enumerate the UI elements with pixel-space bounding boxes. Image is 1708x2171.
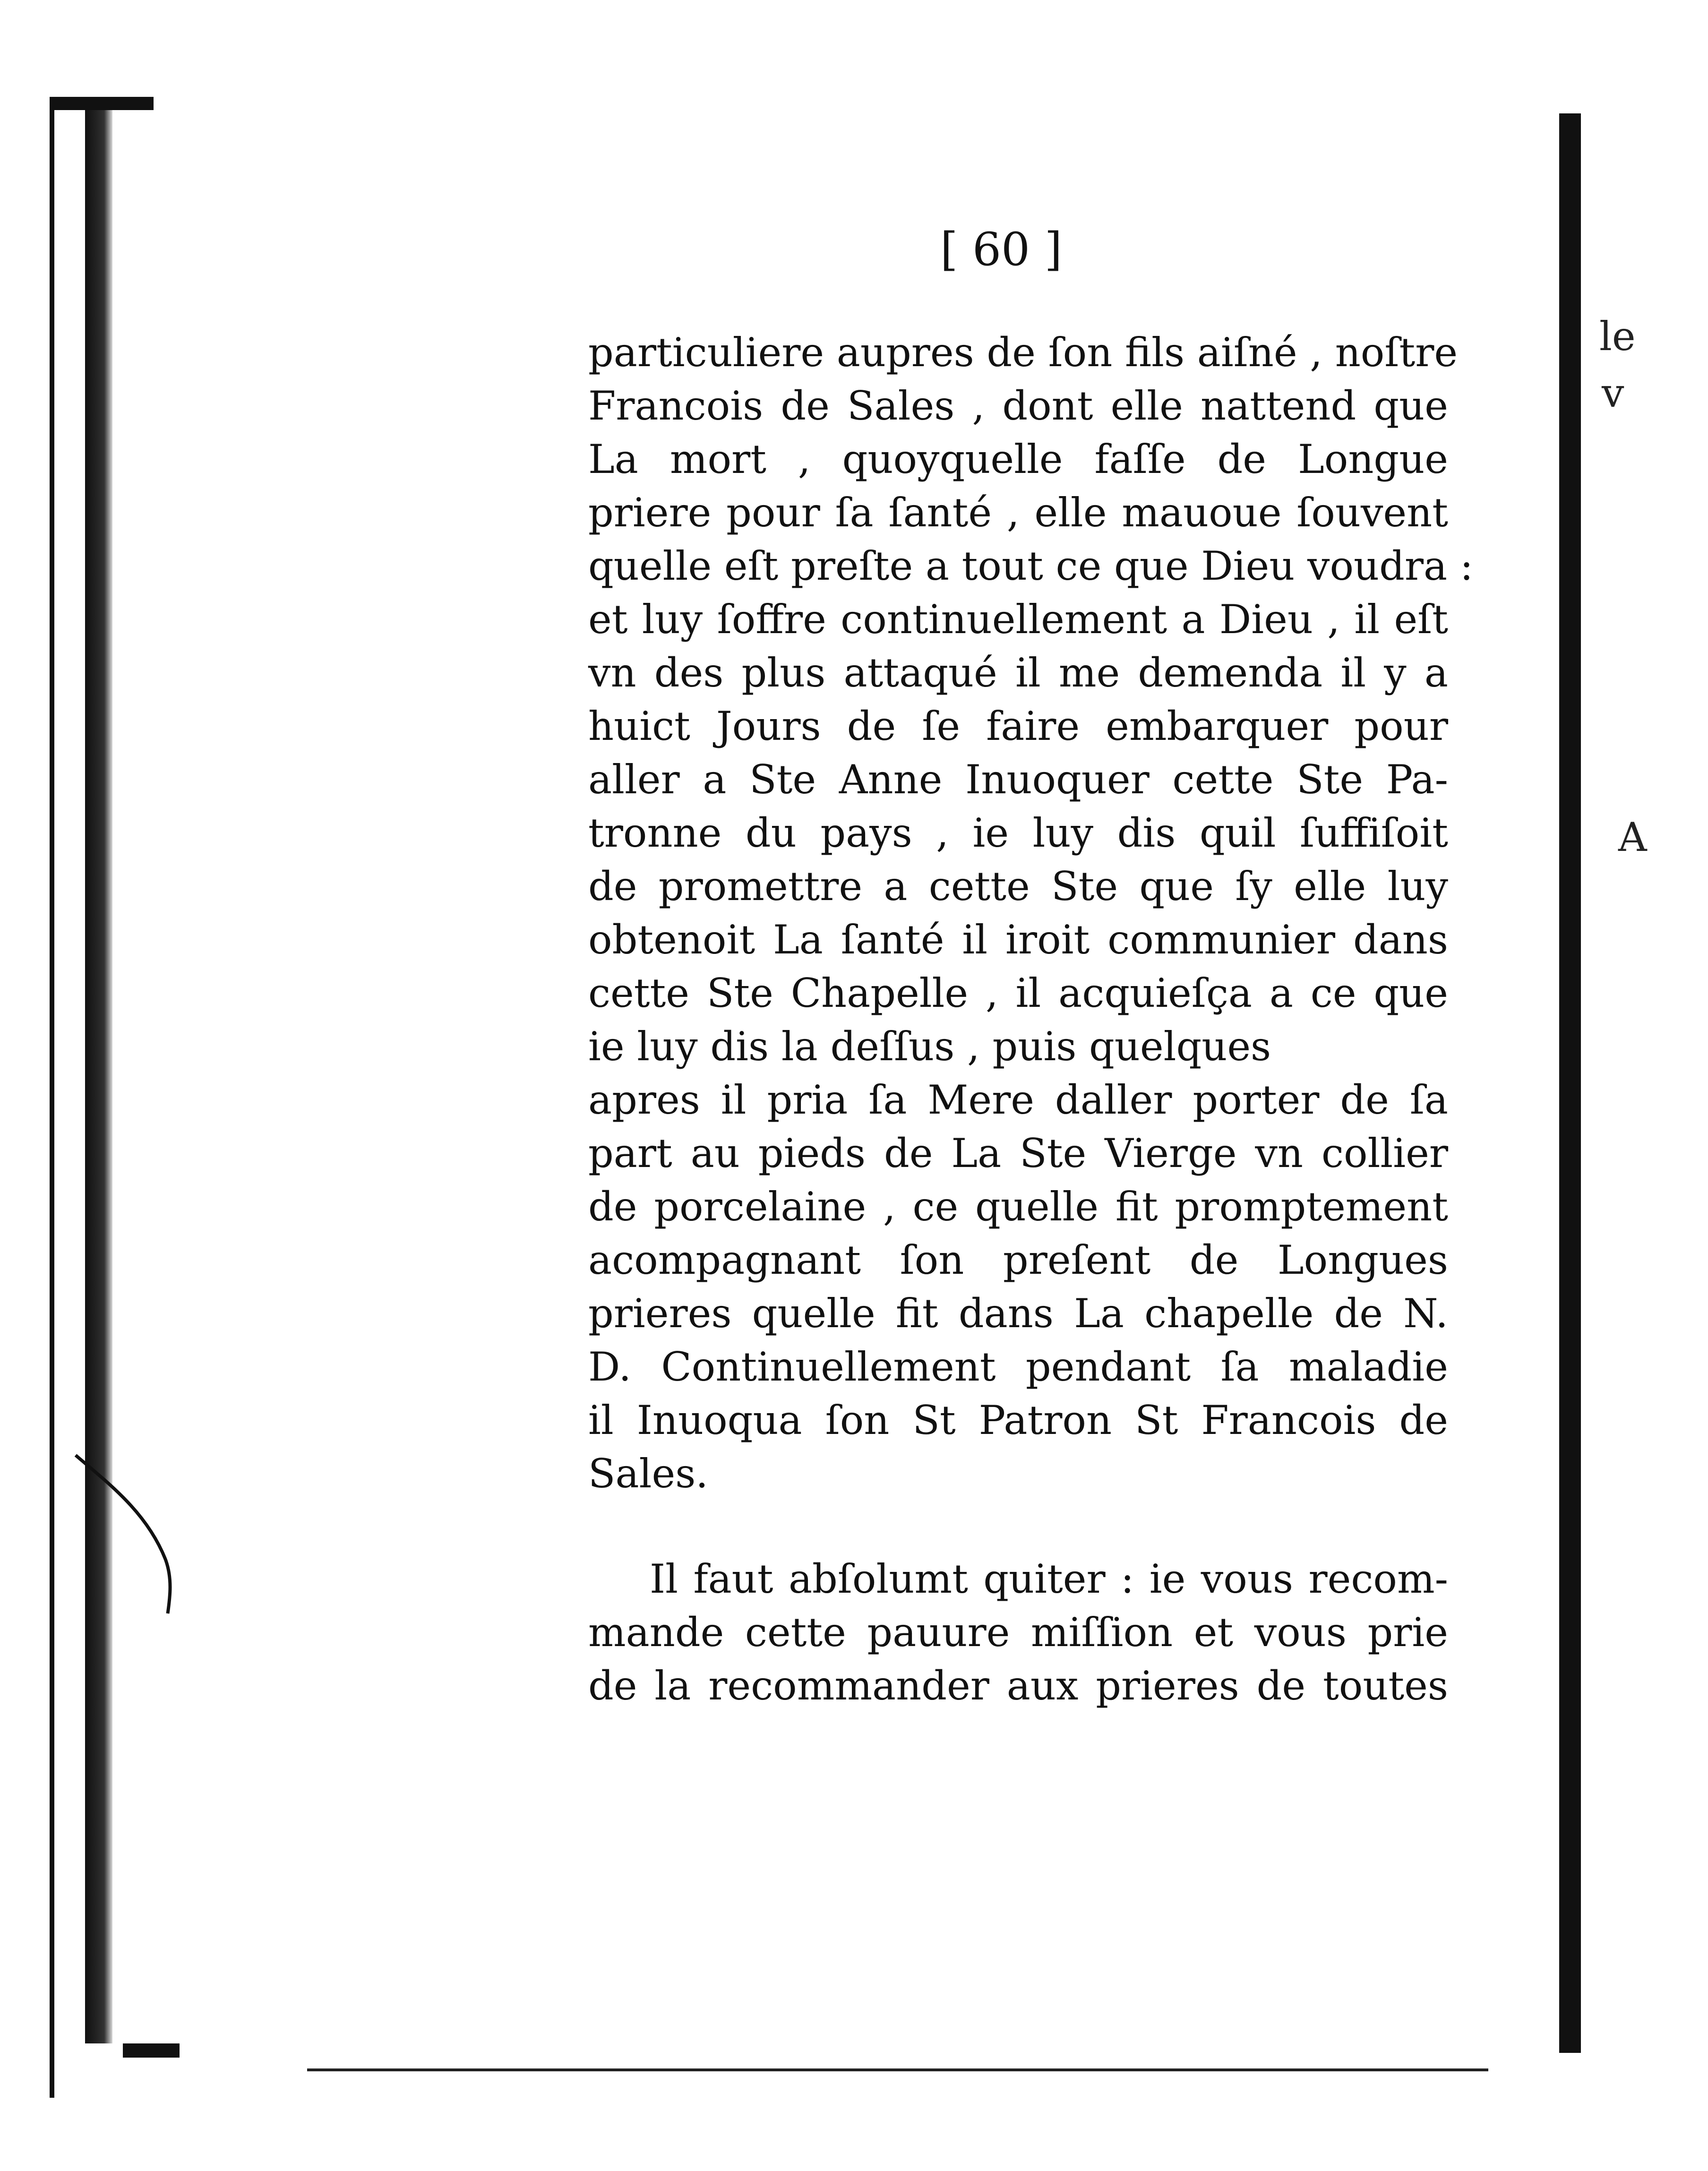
text-line: de porcelaine , ce quelle fit promptement	[588, 1184, 1448, 1230]
letter-body	[588, 326, 1474, 1713]
scan-bottom-smudge	[123, 2043, 180, 2058]
text-line: La mort , quoyquelle faſſe de Longue	[588, 436, 1448, 482]
scan-binding-shadow	[85, 102, 112, 2043]
scan-left-edge	[50, 97, 54, 2098]
text-line: apres il pria ſa Mere daller porter de ſa	[588, 1077, 1448, 1123]
paragraph-1	[588, 326, 1474, 1501]
text-line: huict Jours de ſe faire embarquer pour	[588, 703, 1448, 749]
text-line: Sales.	[588, 1450, 709, 1497]
page-number: [ 60 ]	[940, 223, 1063, 276]
text-line: de la recommander aux prieres de toutes	[588, 1663, 1448, 1709]
text-line: Il faut abſolumt quiter : ie vous recom-	[650, 1556, 1448, 1602]
text-line: et luy ſoffre continuellement a Dieu , il eſt	[588, 596, 1448, 643]
text-line: particuliere aupres de ſon fils aiſné , noſtre	[588, 329, 1458, 376]
text-line: cette Ste Chapelle , il acquieſça a ce que	[588, 970, 1448, 1016]
text-line: D. Continuellement pendant ſa maladie	[588, 1344, 1448, 1390]
adjacent-page-fragment: le	[1599, 313, 1636, 360]
text-line: prieres quelle fit dans La chapelle de N.	[588, 1290, 1448, 1337]
scan-right-edge	[1559, 113, 1581, 2053]
adjacent-page-fragment: A	[1618, 814, 1647, 860]
text-line: part au pieds de La Ste Vierge vn collier	[588, 1130, 1448, 1176]
paragraph-2	[588, 1553, 1448, 1713]
margin-pen-stroke	[71, 1446, 180, 1616]
text-line: vn des plus attaqué il me demenda il y a	[588, 650, 1448, 696]
text-line: il Inuoqua ſon St Patron St Francois de	[588, 1397, 1448, 1443]
paragraph-gap	[588, 1501, 1448, 1553]
text-line: acompagnant ſon preſent de Longues	[588, 1237, 1448, 1283]
text-line: quelle eſt preſte a tout ce que Dieu voudra :	[588, 543, 1474, 589]
text-line: obtenoit La ſanté il iroit communier dans	[588, 917, 1448, 963]
scan-bottom-rule	[307, 2068, 1488, 2071]
text-line: ie luy dis la deſſus , puis quelques	[588, 1023, 1271, 1070]
scan-top-smudge	[50, 97, 154, 110]
text-line: aller a Ste Anne Inuoquer cette Ste Pa-	[588, 756, 1448, 803]
text-line: tronne du pays , ie luy dis quil ſuffiſoit	[588, 810, 1448, 856]
text-line: priere pour ſa ſanté , elle mauoue ſouvent	[588, 489, 1448, 536]
text-line: mande cette pauure miſſion et vous prie	[588, 1609, 1448, 1656]
adjacent-page-fragment: v	[1602, 370, 1624, 416]
text-line: Francois de Sales , dont elle nattend que	[588, 383, 1448, 429]
text-line: de promettre a cette Ste que ſy elle luy	[588, 863, 1448, 910]
